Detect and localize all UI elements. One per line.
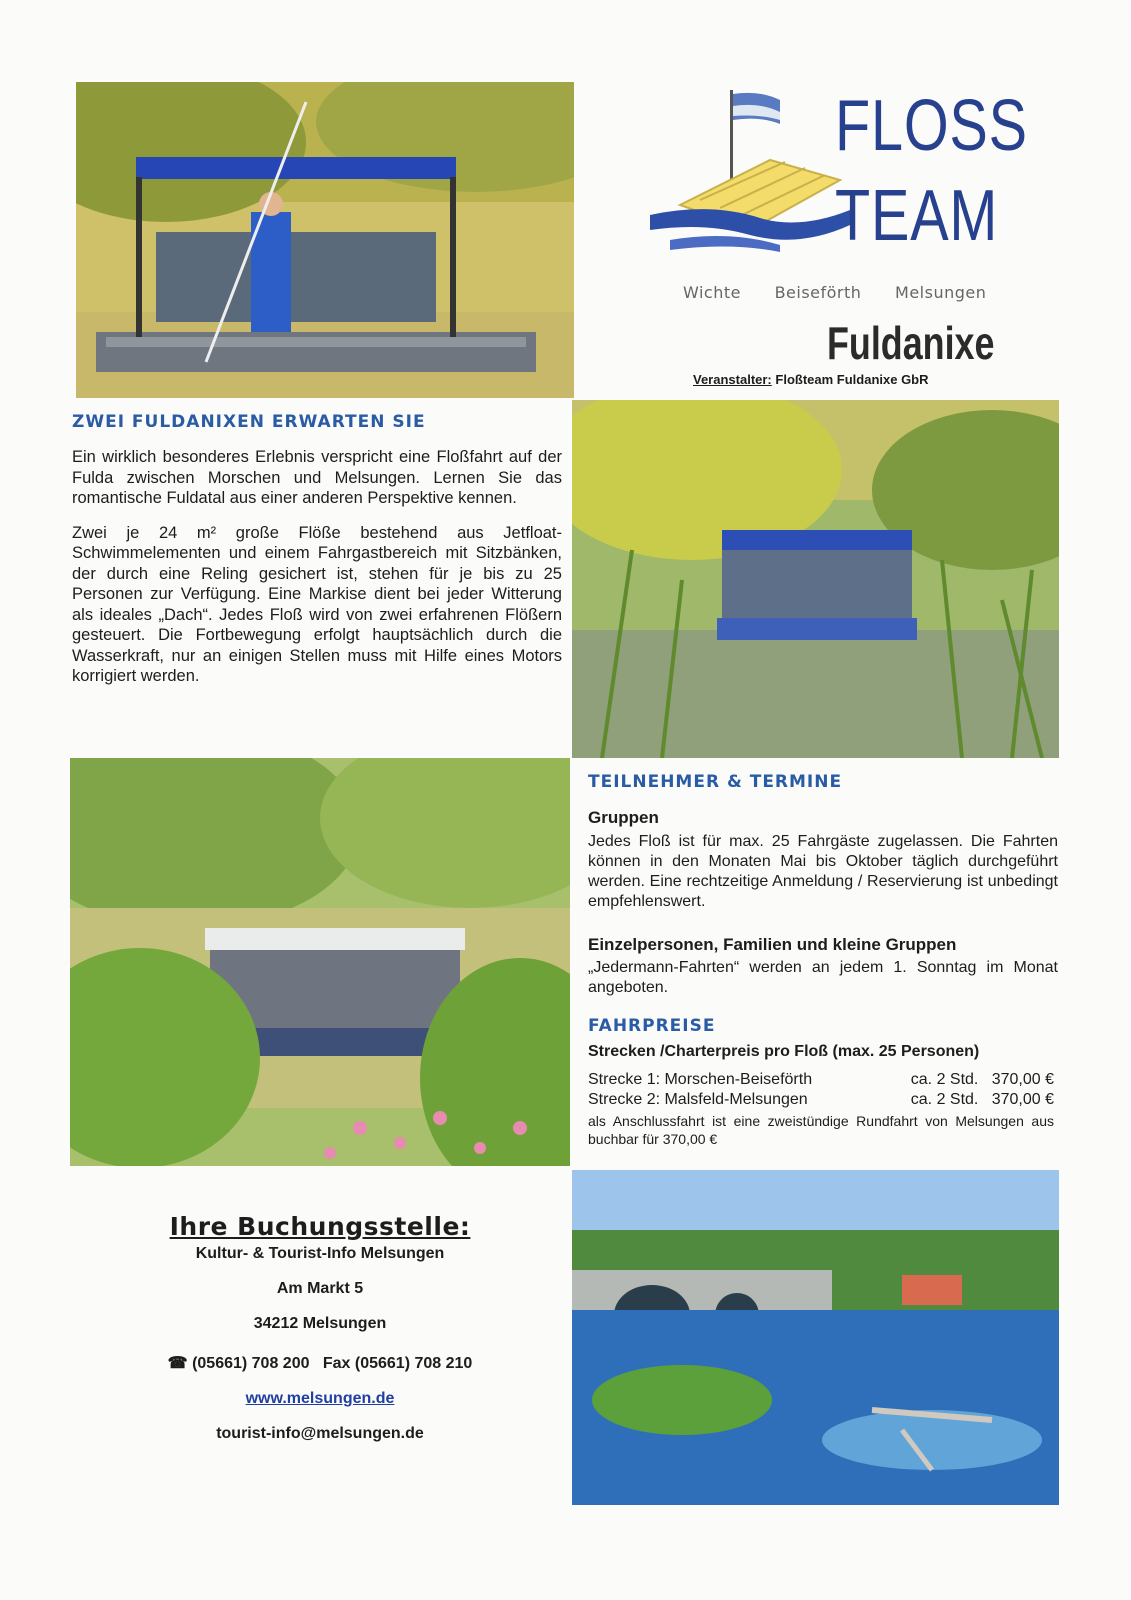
- route-name: Strecke 1: Morschen-Beiseförth: [588, 1071, 813, 1088]
- booking-fax-label: Fax: [322, 1355, 351, 1372]
- prices-heading: FAHRPREISE: [588, 1016, 716, 1036]
- individuals-text: „Jedermann-Fahrten“ werden an jedem 1. Sonntag im Monat angeboten.: [588, 959, 1058, 996]
- booking-office: Kultur- & Tourist-Info Melsungen: [195, 1245, 445, 1262]
- logo-word-team: TEAM: [835, 176, 999, 256]
- place-beisefoerth: Beiseförth: [774, 283, 862, 302]
- price-note: als Anschlussfahrt ist eine zweistündige Rundfahrt von Melsungen aus buchbar für 370,00 €: [588, 1113, 1054, 1147]
- intro-paragraph-1: Ein wirklich besonderes Erlebnis verspricht eine Floßfahrt auf der Fulda zwischen Morschen und Melsungen. Lernen Sie das romantische Fuldatal aus einer anderen Perspektive kennen.: [72, 448, 562, 507]
- route-price: 370,00 €: [991, 1071, 1054, 1088]
- place-melsungen: Melsungen: [895, 283, 987, 302]
- booking-street: Am Markt 5: [276, 1280, 364, 1297]
- booking-website-link[interactable]: www.melsungen.de: [245, 1390, 395, 1407]
- intro-paragraph-2: Zwei je 24 m² große Flöße bestehend aus Jetfloat-Schwimmelementen und einem Fahrgastbereich mit Sitzbänken, der durch eine Reling gesichert ist, stehen für je bis zu 25 Personen zur Verfügung. Eine Markise dient bei jeder Witterung als ideales „Dach“. Jedes Floß wird von zwei erfahrenen Flößern gesteuert. Die Fortbewegung erfolgt hauptsächlich durch die Wasserkraft, nur an einigen Stellen muss mit Hilfe eines Motors korrigiert werden.: [72, 523, 562, 685]
- route-duration: ca. 2 Std.: [910, 1091, 979, 1108]
- logo-word-floss: FLOSS: [835, 86, 1028, 166]
- booking-phone-line: [110, 1353, 530, 1373]
- route-name: Strecke 2: Malsfeld-Melsungen: [588, 1091, 808, 1108]
- raft-logo-icon: [650, 90, 850, 270]
- booking-box: [110, 1212, 530, 1443]
- participants-heading: TEILNEHMER & TERMINE: [588, 772, 843, 792]
- brand-fuldanixe: Fuldanixe: [827, 317, 995, 369]
- organizer-line: [693, 372, 929, 387]
- price-row-2: [588, 1090, 1054, 1110]
- organizer-name: Floßteam Fuldanixe GbR: [775, 372, 929, 387]
- intro-text: [72, 447, 562, 701]
- logo-places: [683, 283, 1013, 302]
- intro-heading: ZWEI FULDANIXEN ERWARTEN SIE: [72, 412, 426, 432]
- organizer-label: Veranstalter:: [693, 372, 772, 387]
- photo-raft-among-reeds: [572, 400, 1059, 758]
- groups-text: Jedes Floß ist für max. 25 Fahrgäste zugelassen. Die Fahrten können in den Monaten Mai bis Oktober täglich durchgeführt werden. Eine rechtzeitige Anmeldung / Reservierung ist unbedingt empfehlenswert.: [588, 833, 1058, 910]
- groups-title: Gruppen: [588, 808, 659, 827]
- telephone-icon: ☎: [167, 1355, 188, 1372]
- photo-raft-on-river: [76, 82, 574, 398]
- booking-title: Ihre Buchungsstelle:: [169, 1212, 471, 1241]
- price-row-1: [588, 1070, 1054, 1090]
- price-list: [588, 1070, 1054, 1148]
- prices-subtitle: Strecken /Charterpreis pro Floß (max. 25 Personen): [588, 1043, 980, 1060]
- photo-raft-with-passengers: [70, 758, 570, 1166]
- booking-phone: (05661) 708 200: [192, 1355, 310, 1372]
- booking-fax: (05661) 708 210: [354, 1355, 473, 1372]
- individuals-title: Einzelpersonen, Familien und kleine Gruppen: [588, 935, 957, 954]
- place-wichte: Wichte: [683, 283, 741, 302]
- booking-city: 34212 Melsungen: [253, 1315, 387, 1332]
- route-duration: ca. 2 Std.: [910, 1071, 979, 1088]
- route-price: 370,00 €: [991, 1091, 1054, 1108]
- floss-team-logo: [650, 86, 1030, 290]
- booking-email[interactable]: tourist-info@melsungen.de: [216, 1425, 424, 1442]
- photo-river-bridge: [572, 1170, 1059, 1505]
